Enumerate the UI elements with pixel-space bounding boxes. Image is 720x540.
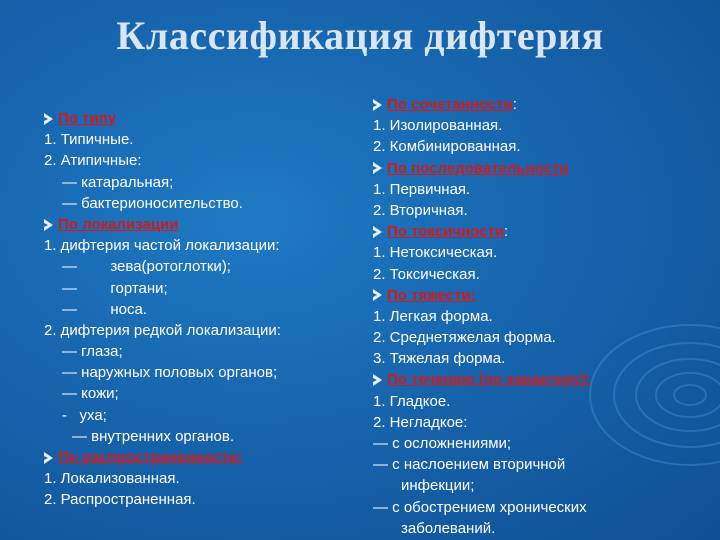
section-heading bbox=[373, 285, 591, 306]
list-item: 2. Среднетяжелая форма. bbox=[373, 329, 556, 347]
section-heading bbox=[44, 214, 281, 235]
section-heading-label: По распространенности: bbox=[58, 449, 243, 466]
list-item: 2. Распространенная. bbox=[44, 491, 196, 509]
section-heading-suffix: : bbox=[512, 96, 517, 113]
list-item: — катаральная; bbox=[62, 173, 174, 191]
list-item: 1. Гладкое. bbox=[373, 392, 451, 410]
list-item: 1. Первичная. bbox=[373, 180, 471, 198]
list-item: 2. Атипичные: bbox=[44, 152, 142, 170]
list-item: 1. Нетоксическая. bbox=[373, 244, 498, 262]
list-item: — зева(ротоглотки); bbox=[62, 258, 231, 276]
section-heading bbox=[373, 158, 591, 179]
section-heading-label: По локализации bbox=[58, 215, 179, 233]
list-item: — внутренних органов. bbox=[72, 427, 235, 445]
section-heading bbox=[44, 447, 281, 468]
section-heading-label: По тяжести: bbox=[387, 286, 476, 304]
list-item: — кожи; bbox=[62, 385, 119, 403]
list-item: 2. Токсическая. bbox=[373, 265, 480, 283]
list-item: - уха; bbox=[62, 406, 107, 424]
list-item: заболеваний. bbox=[401, 519, 496, 537]
section-heading bbox=[373, 94, 591, 115]
list-item: — с обострением хронических bbox=[373, 498, 587, 516]
list-item: 2. Вторичная. bbox=[373, 201, 468, 219]
list-item: инфекции; bbox=[401, 477, 475, 495]
list-item: — носа. bbox=[62, 300, 147, 318]
list-item: — наружных половых органов; bbox=[62, 364, 278, 382]
list-item: — гортани; bbox=[62, 279, 168, 297]
right-column bbox=[373, 94, 591, 539]
list-item: — с осложнениями; bbox=[373, 435, 512, 452]
list-item: 1. Изолированная. bbox=[373, 117, 503, 135]
list-item: — с наслоением вторичной bbox=[373, 456, 566, 474]
list-item: 3. Тяжелая форма. bbox=[373, 350, 506, 368]
section-heading-label: По последовательности bbox=[387, 159, 569, 177]
section-heading-label: По сочетанности bbox=[387, 96, 513, 113]
list-item: 2. Комбинированная. bbox=[373, 138, 521, 156]
list-item: 1. Легкая форма. bbox=[373, 307, 493, 325]
list-item: 2. Негладкое: bbox=[373, 413, 468, 431]
list-item: 2. дифтерия редкой локализации: bbox=[44, 321, 281, 339]
list-item: 1. дифтерия частой локализации: bbox=[44, 237, 280, 255]
section-heading bbox=[44, 108, 281, 129]
list-item: 1. Локализованная. bbox=[44, 470, 180, 488]
list-item: 1. Типичные. bbox=[44, 131, 134, 149]
section-heading-suffix: : bbox=[503, 223, 509, 241]
section-heading-label: По типу bbox=[58, 110, 117, 127]
left-column bbox=[44, 108, 281, 511]
section-heading bbox=[373, 221, 591, 242]
section-heading-label: По течению (по характеру): bbox=[387, 371, 591, 389]
list-item: — бактерионосительство. bbox=[62, 194, 243, 212]
section-heading-label: По токсичности bbox=[387, 223, 504, 241]
list-item: — глаза; bbox=[62, 343, 123, 361]
slide-title: Классификация дифтерия bbox=[116, 13, 604, 58]
section-heading bbox=[373, 369, 591, 390]
